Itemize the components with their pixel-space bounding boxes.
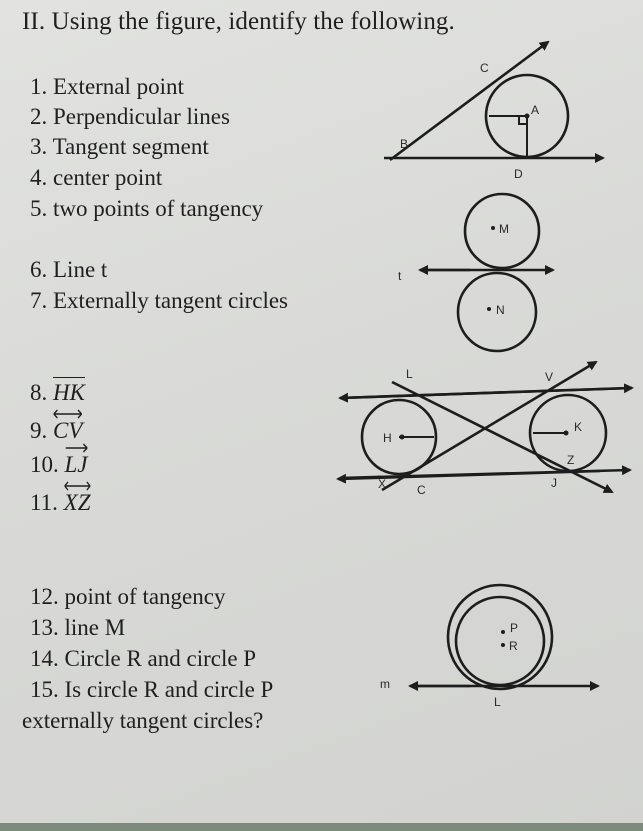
tangent-line-bc [390, 42, 548, 160]
label-n: N [496, 303, 505, 317]
figure-1-tangent-circle [384, 42, 603, 181]
label-r: R [509, 639, 518, 653]
line-xj [340, 470, 630, 478]
question-15-continued: externally tangent circles? [22, 708, 264, 733]
label-a: A [531, 103, 540, 117]
question-12: 12. point of tangency [30, 584, 226, 609]
question-6: 6. Line t [30, 257, 108, 282]
label-p: P [510, 621, 519, 635]
question-15: 15. Is circle R and circle P [30, 677, 274, 702]
circle-k [530, 395, 606, 471]
label-t: t [398, 269, 402, 283]
question-11-number: 11. [30, 490, 58, 515]
question-2: 2. Perpendicular lines [30, 104, 230, 129]
question-7: 7. Externally tangent circles [30, 288, 289, 313]
question-8-symbol: HK [53, 380, 85, 405]
line-cv [382, 362, 596, 490]
figure-4-internal-tangent [380, 585, 598, 709]
label-v: V [545, 370, 554, 384]
question-13: 13. line M [30, 615, 126, 640]
question-4: 4. center point [30, 165, 163, 190]
question-5: 5. two points of tangency [30, 196, 264, 221]
page-edge [0, 823, 643, 831]
line-lj [392, 382, 612, 492]
circle-h [362, 400, 436, 474]
label-l: L [494, 695, 501, 709]
label-m: M [499, 222, 509, 236]
line-symbol [53, 418, 82, 444]
line-symbol [64, 490, 91, 516]
label-m: m [380, 677, 390, 691]
label-b: B [400, 137, 409, 151]
circle-p [448, 585, 552, 689]
label-z: Z [567, 453, 575, 467]
question-8 [30, 380, 85, 406]
circle-n [458, 273, 536, 351]
worksheet-title: II. Using the figure, identify the following. [22, 8, 455, 35]
question-3: 3. Tangent segment [30, 134, 209, 159]
question-9-number: 9. [30, 418, 48, 443]
label-x: X [378, 477, 387, 491]
question-11-symbol: XZ [63, 490, 91, 515]
label-c: C [417, 483, 426, 497]
question-10-number: 10. [30, 452, 59, 477]
figure-3-common-tangents [338, 362, 632, 497]
ray-symbol [65, 452, 88, 478]
circle-a [486, 75, 568, 157]
label-j: J [551, 476, 557, 490]
question-14: 14. Circle R and circle P [30, 646, 257, 671]
label-d: D [514, 167, 523, 181]
line-lv [340, 388, 630, 398]
figure-2-tangent-circles [398, 194, 553, 351]
label-l: L [406, 367, 413, 381]
question-9-symbol: CV [53, 418, 83, 443]
label-h: H [383, 431, 392, 445]
question-10 [30, 452, 88, 478]
question-11 [30, 490, 91, 516]
question-10-symbol: LJ [64, 452, 88, 477]
label-k: K [574, 420, 583, 434]
question-1: 1. External point [30, 74, 184, 99]
circle-m [465, 194, 539, 268]
label-c: C [480, 61, 489, 75]
question-8-number: 8. [30, 380, 48, 405]
question-9 [30, 418, 82, 444]
right-angle-mark [519, 116, 527, 124]
circle-r [456, 597, 544, 685]
segment-symbol [53, 380, 85, 406]
